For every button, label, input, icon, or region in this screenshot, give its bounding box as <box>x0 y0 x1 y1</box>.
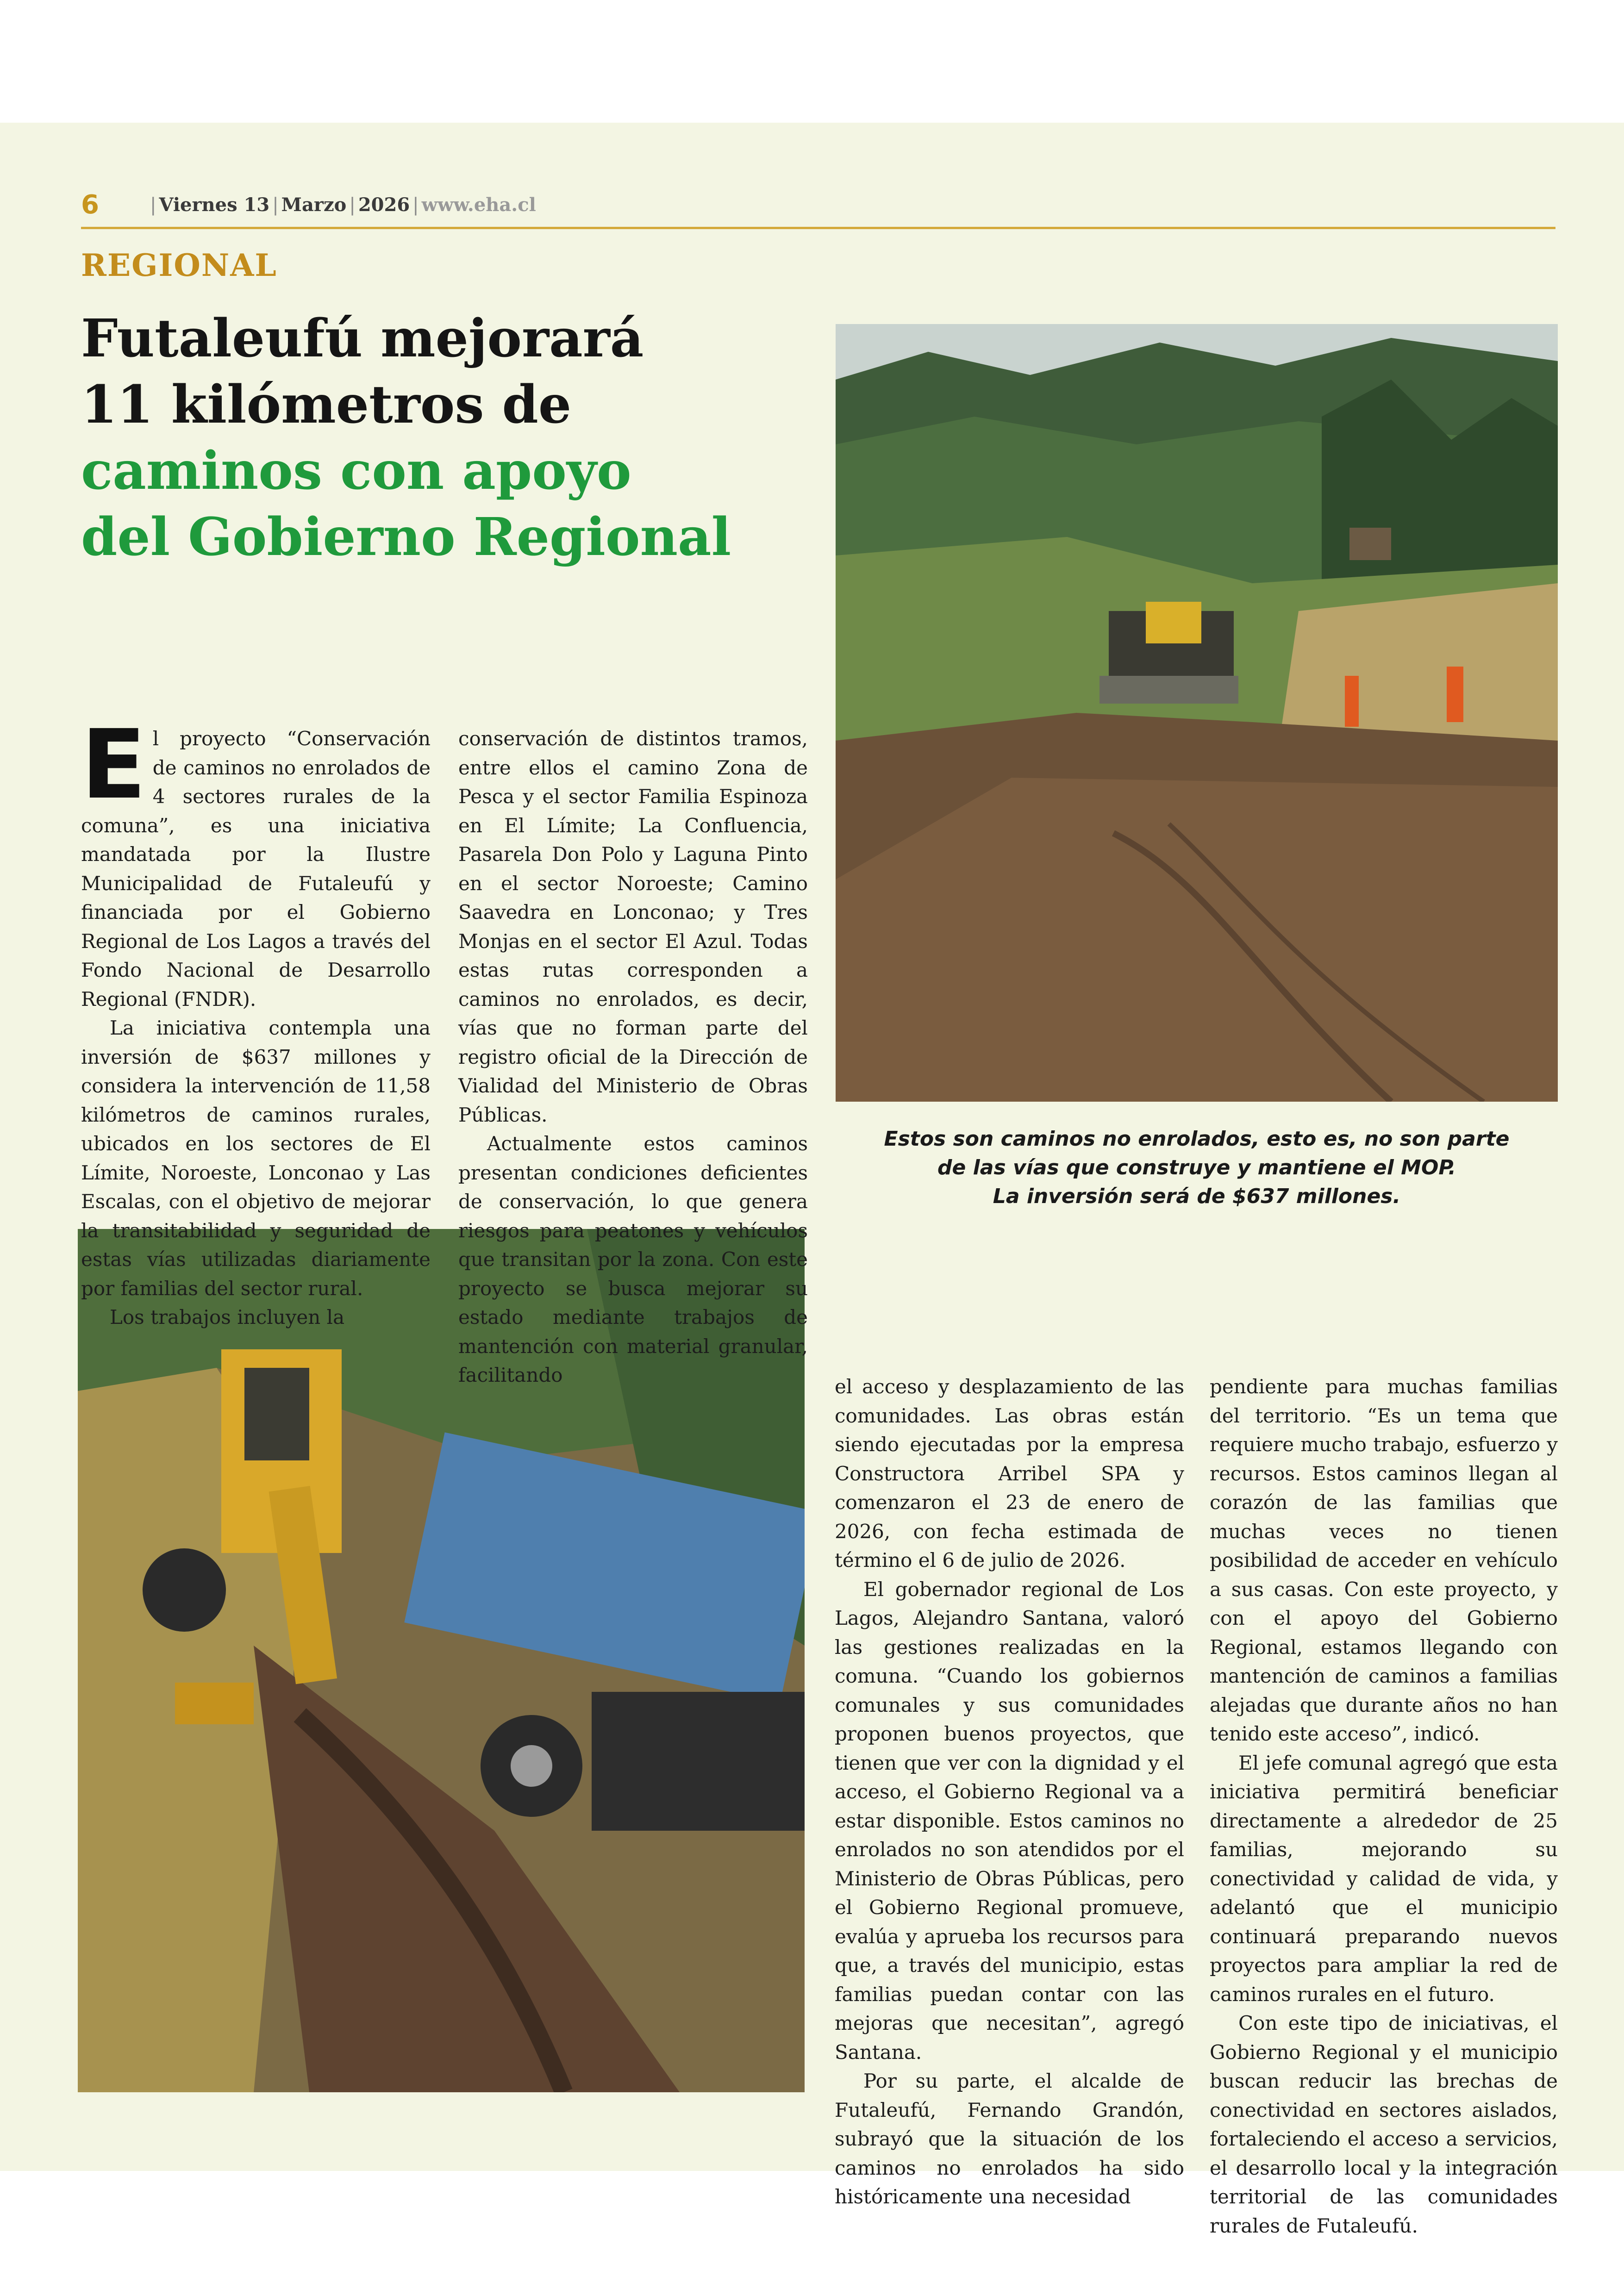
article-column-3 <box>835 1372 1184 2212</box>
article-paragraph: pendiente para muchas familias del territorio. “Es un tema que requiere mucho trabajo, esfuerzo y recursos. Estos caminos llegan al corazón de las familias que muchas veces no tienen posibilidad de acceder en vehículo a sus casas. Con este proyecto, y con el apoyo del Gobierno Regional, estamos llegando con mantención de caminos a familias alejadas que durante años no han tenido este acceso”, indicó. <box>1210 1375 1558 1745</box>
headline-line-4: del Gobierno Regional <box>81 507 731 568</box>
photo-caption <box>847 1125 1546 1211</box>
caption-line-2: de las vías que construye y mantiene el MOP. <box>937 1156 1456 1179</box>
date-year: 2026 <box>358 194 410 216</box>
drop-cap: E <box>81 709 146 820</box>
date-day: Viernes 13 <box>159 194 270 216</box>
page-number: 6 <box>81 190 99 220</box>
article-paragraph: conservación de distintos tramos, entre ellos el camino Zona de Pesca y el sector Familia Espinoza en El Límite; La Confluencia, Pasarela Don Polo y Laguna Pinto en el sector Noroeste; Camino Saavedra en Lonconao; y Tres Monjas en el sector El Azul. Todas estas rutas corresponden a caminos no enrolados, es decir, vías que no forman parte del registro oficial de la Dirección de Vialidad del Ministerio de Obras Públicas. <box>458 727 808 1126</box>
website-link[interactable]: www.eha.cl <box>421 194 536 216</box>
headline-line-2: 11 kilómetros de <box>81 374 572 435</box>
section-label: REGIONAL <box>81 247 277 283</box>
dateline: | Viernes 13 | Marzo | 2026 | www.eha.cl <box>150 194 536 216</box>
date-month: Marzo <box>281 194 347 216</box>
article-paragraph: Con este tipo de iniciativas, el Gobierno Regional y el municipio buscan reducir las brechas de conectividad en sectores aislados, fortaleciendo el acceso a servicios, el desarrollo local y la integración territorial de las comunidades rurales de Futaleufú. <box>1210 2012 1558 2237</box>
road-works-photo <box>836 324 1558 1102</box>
article-paragraph: El gobernador regional de Los Lagos, Alejandro Santana, valoró las gestiones realizadas en la comuna. “Cuando los gobiernos comunales y sus comunidades proponen buenos proyectos, que tienen que ver con la dignidad y el acceso, el Gobierno Regional va a estar disponible. Estos caminos no enrolados no son atendidos por el Ministerio de Obras Públicas, pero el Gobierno Regional promueve, evalúa y aprueba los recursos para que, a través del municipio, estas familias puedan contar con las mejoras que necesitan”, agregó Santana. <box>835 1578 1184 2064</box>
headline-line-3: caminos con apoyo <box>81 441 631 501</box>
article-column-4 <box>1210 1372 1558 2240</box>
article-column-2 <box>458 724 808 1390</box>
newspaper-page <box>0 123 1624 2237</box>
article-paragraph: Por su parte, el alcalde de Futaleufú, Fernando Grandón, subrayó que la situación de los caminos no enrolados ha sido históricamente una necesidad <box>835 2070 1184 2208</box>
article-paragraph: Los trabajos incluyen la <box>110 1306 345 1328</box>
header-rule <box>81 227 1555 229</box>
headline <box>81 306 775 570</box>
article-paragraph: Actualmente estos caminos presentan condiciones deficientes de conservación, lo que genera riesgos para peatones y vehículos que transitan por la zona. Con este proyecto se busca mejorar su estado mediante trabajos de mantención con material granular, facilitando <box>458 1132 808 1386</box>
article-paragraph: La iniciativa contempla una inversión de $637 millones y considera la intervención de 11,58 kilómetros de caminos rurales, ubicados en los sectores de El Límite, Noroeste, Lonconao y Las Escalas, con el objetivo de mejorar la transitabilidad y seguridad de estas vías utilizadas diariamente por familias del sector rural. <box>81 1017 431 1300</box>
article-paragraph: El jefe comunal agregó que esta iniciativa permitirá beneficiar directamente a alrededor de 25 familias, mejorando su conectividad y calidad de vida, y adelantó que el municipio continuará preparando nuevos proyectos para ampliar la red de caminos rurales en el futuro. <box>1210 1751 1558 2006</box>
caption-line-1: Estos son caminos no enrolados, esto es, no son parte <box>884 1127 1510 1151</box>
article-paragraph: el acceso y desplazamiento de las comunidades. Las obras están siendo ejecutadas por la empresa Constructora Arribel SPA y comenzaron el 23 de enero de 2026, con fecha estimada de término el 6 de julio de 2026. <box>835 1375 1184 1572</box>
article-paragraph: El proyecto “Conservación de caminos no enrolados de 4 sectores rurales de la comuna”, es una iniciativa mandatada por la Ilustre Municipalidad de Futaleufú y financiada por el Gobierno Regional de Los Lagos a través del Fondo Nacional de Desarrollo Regional (FNDR). <box>81 709 431 1010</box>
caption-line-3: La inversión será de $637 millones. <box>993 1185 1401 1208</box>
headline-line-1: Futaleufú mejorará <box>81 308 644 369</box>
article-column-1 <box>81 709 431 1332</box>
